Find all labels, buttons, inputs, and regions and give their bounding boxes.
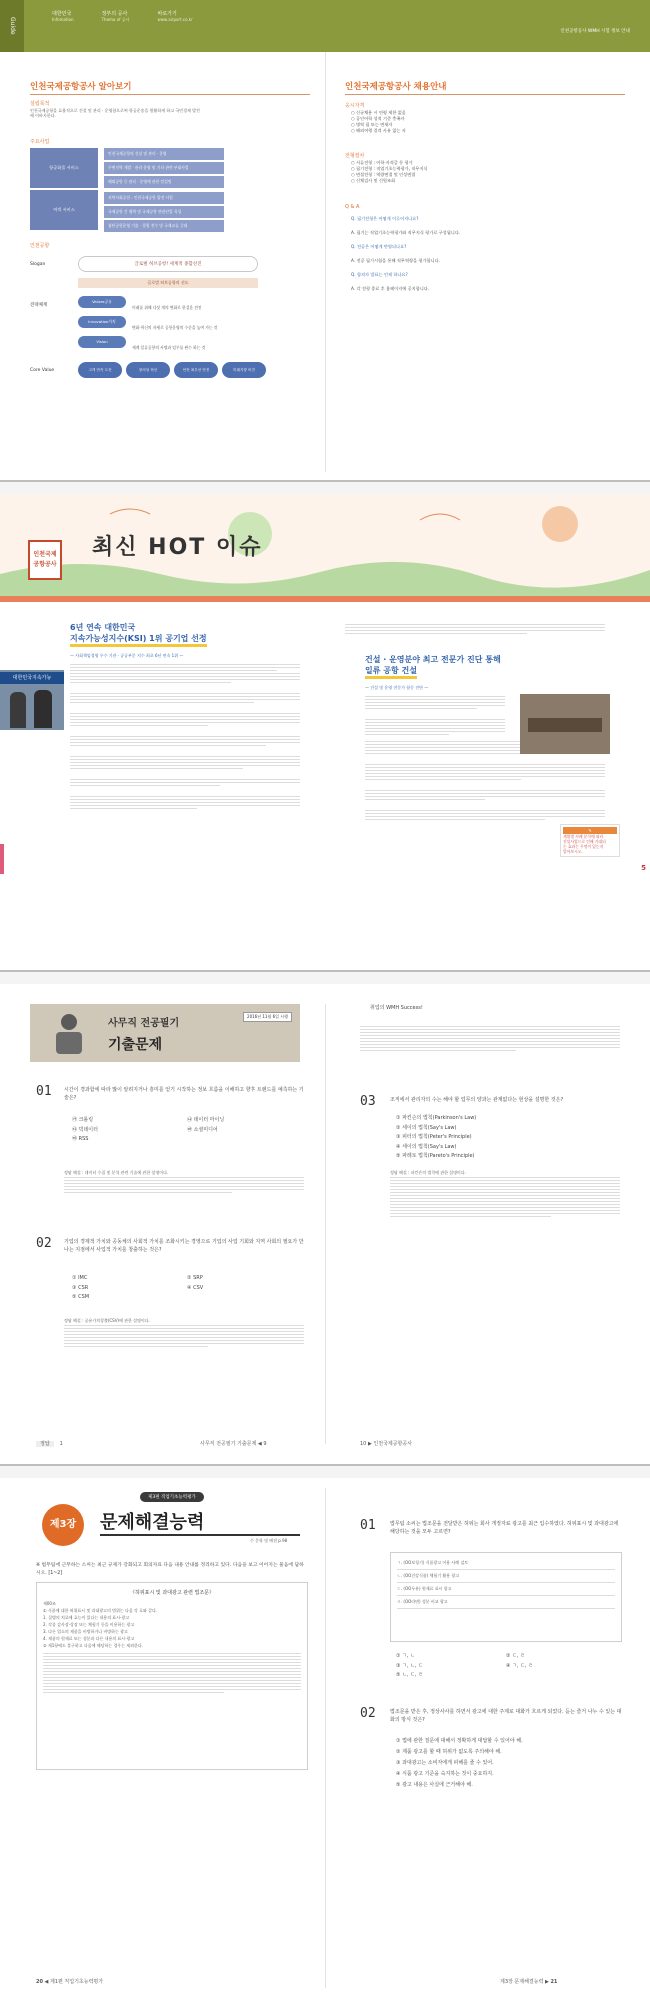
- title-line: 6년 연속 대한민국: [70, 623, 136, 632]
- sec-qa: Q & A: [345, 204, 360, 210]
- header-item-2: 정부의 공사 Thema of 공사: [101, 11, 130, 22]
- option[interactable]: ② 제품 광고를 할 때 허위가 없도록 주의해야 해.: [396, 1749, 502, 1755]
- article1-body: [70, 664, 300, 809]
- qa-answer: A. 각 전형 종료 후 홈페이지에 공지합니다.: [351, 286, 430, 291]
- process-item: ○ 신체검사 및 신원조회: [351, 178, 396, 183]
- exam-date: 2016년 11월 6일 시행: [243, 1012, 292, 1022]
- spread-problem-solving: [0, 1478, 650, 2000]
- qa-question: Q. 필기전형은 어떻게 이루어지나요?: [351, 216, 419, 221]
- badge-line: 공항공사: [33, 561, 57, 568]
- separator: [0, 970, 650, 972]
- option[interactable]: ㉲ RSS: [72, 1136, 89, 1142]
- award-photo: [0, 670, 64, 730]
- strat-item: 미래를 위해 다섯 개의 변화로 한걸음 전진: [132, 305, 202, 310]
- title-line: 건설 · 운영분야 최고 전문가 진단 통해: [365, 655, 501, 664]
- q02-answer: 정답 해설 : 공유가치창출(CSV)에 관한 설명이다.: [64, 1318, 304, 1349]
- footer-right: 10 ▶ 인천국제공항공사: [360, 1441, 413, 1447]
- header-item-3: 바로가기 www.airport.co.kr: [157, 11, 193, 22]
- spread-company-guide: [0, 0, 650, 480]
- right-page-recruit: [345, 80, 625, 480]
- biz-item: 지역사회공헌 : 인천국제공항 발전 사업: [104, 192, 224, 204]
- q03-number: 03: [360, 1094, 376, 1109]
- slogan-text: 글로벌 허브공항! 세계적 종합선진: [78, 256, 258, 272]
- q02-options: [396, 1736, 622, 1791]
- strat-pill: Innovation가치: [78, 316, 126, 328]
- right-explanation: [360, 1024, 620, 1053]
- separator: [0, 480, 650, 482]
- option[interactable]: ㉮ 크롤링: [72, 1117, 94, 1123]
- strat-item: 변화·혁신의 자세로 공항운영의 수준을 높여 가는 것: [132, 325, 218, 330]
- footer-right: 제3장 문제해결능력 ▶ 21: [500, 1979, 558, 1985]
- law-box-title: 《허위표시 및 과대광고 관련 법조문》: [130, 1590, 214, 1596]
- sec-business: 주요사업: [30, 139, 50, 145]
- q02-text: 법조문을 받은 후, 정상사사를 하면서 광고에 대한 주제로 대화가 흐르게 되었다. 듣는 즐거 나누 수 있는 대화의 방식 것은?: [390, 1709, 622, 1723]
- q02-options: [72, 1274, 302, 1303]
- sec-purpose: 설립목적: [30, 101, 50, 107]
- qa-list: [351, 212, 621, 296]
- q01-options: [396, 1652, 616, 1681]
- set-intro: ※ 법무팀에 근무하는 소씨는 최근 규제가 강화되고 회의자료 다음 내용 안내를 정리하고 있다. 다음을 보고 이어지는 물음에 답하시오. [1~2]: [36, 1563, 304, 1576]
- left-page-company: [30, 80, 310, 480]
- option[interactable]: ④ CSV: [187, 1284, 204, 1291]
- q01-box: ㄱ. (OO보청기) 식품광고 이용 사례 검토 ㄴ. (OO건강식품) 체험기 활용 광고 ㄷ. (OO두유) 원재료 표시 광고 ㄹ. (OO라면) 성분 비교 광고: [390, 1552, 622, 1642]
- q01-text: 시간이 경과함에 따라 많이 알려지거나 흥미를 얻기 시작하는 정보 흐름을 이해하고 향후 트렌드를 예측하는 기술은?: [64, 1087, 304, 1101]
- pink-edge: [0, 844, 4, 874]
- issue-badge: [28, 540, 62, 580]
- meeting-photo: [520, 694, 610, 754]
- header-bar: [0, 0, 650, 52]
- option[interactable]: ④ 식품 광고 기준을 숙지하는 것이 중요하지.: [396, 1771, 494, 1777]
- q01-number: 01: [360, 1518, 376, 1533]
- article-left: [70, 622, 300, 811]
- q03-options: [396, 1114, 616, 1162]
- law-box-lines: 제00조 ① 식품에 대한 허위표시 및 과대광고의 범위는 다음 각 호와 같다. 1. 질병의 치료에 효능이 있다는 내용의 표시·광고 2. 각종 감사장·상장 또는 체험기 등을 이용하는 광고 3. 다른 업소의 제품을 비방하거나 비방하는 광고 4. 제품의 원재료 또는 성분과 다른 내용의 표시·광고 ② 제1항에도 불구하고 다음에 해당하는 경우는 제외한다.: [43, 1601, 158, 1648]
- chapter-subtitle: 수 문항 및 배점 p.98: [250, 1538, 288, 1543]
- qa-answer: A. 필기는 직업기초능력평가와 직무지식 평가로 구성됩니다.: [351, 230, 461, 235]
- biz-item: 주변지역 개발 · 관리·운영 및 기타 관련 부대사업: [104, 162, 224, 174]
- strat-pill: Vision: [78, 336, 126, 348]
- option[interactable]: ③ CSR: [72, 1284, 89, 1291]
- q02-text: 기업의 경제적 가치와 공동체의 사회적 가치를 조화시키는 경영으로 기업의 사업 기회와 지역 사회의 필요가 만나는 지점에서 사업적 가치를 창출하는 것은?: [64, 1239, 304, 1253]
- chapter-title: 문제해결능력: [100, 1512, 205, 1533]
- q02-number: 02: [360, 1706, 376, 1721]
- left-title: 인천국제공항공사 알아보기: [30, 82, 132, 92]
- biz-label-1: 항공화물 서비스: [30, 148, 98, 188]
- article1-sub: — 사회책임경영 우수 기관 · 공공부문 지수 최초 6년 연속 1위 —: [70, 653, 184, 658]
- title-rule: [100, 1534, 300, 1536]
- slogan-sub: 글로벌 허브공항의 선도: [78, 278, 258, 288]
- sec-process: 전형절차: [345, 153, 365, 159]
- badge-line: 인천국제: [33, 551, 57, 558]
- qualify-item: ○ 신규채용 시 연령 제한 없음: [351, 110, 406, 115]
- process-item: ○ 서류전형 : 어학·자격증 등 평가: [351, 160, 413, 165]
- exam-banner: [30, 1004, 300, 1062]
- option[interactable]: ⑤ CSM: [72, 1294, 90, 1300]
- process-item: ○ 필기전형 : 직업기초능력평가, 직무지식: [351, 166, 428, 171]
- note-pin: ✎: [563, 827, 617, 834]
- separator: [0, 1464, 650, 1466]
- qualify-item: ○ 공인어학 성적 기준 충족자: [351, 116, 405, 121]
- qa-question: Q. 합격자 발표는 언제 하나요?: [351, 272, 408, 277]
- core-pill: 미래지향 비전: [222, 362, 266, 378]
- article2-title: [365, 654, 605, 679]
- q01-options: [72, 1116, 302, 1145]
- option[interactable]: ① 법에 관한 질문에 대해서 정확하게 대답할 수 있어야 해.: [396, 1738, 523, 1744]
- option[interactable]: ㉱ 소셜미디어: [187, 1126, 218, 1133]
- biz-list: [104, 148, 224, 232]
- core-pill: 고객 만족 도전: [78, 362, 122, 378]
- article1-title: [70, 622, 300, 647]
- sec-qualify: 응시자격: [345, 103, 365, 109]
- spine: [325, 52, 326, 472]
- q01-text: 법무팀 소씨는 법조문을 전달받은 허위는 회사 개정자료 광고를 최근 입수하였다. 허위표시 및 과대광고에 해당하는 것을 모두 고르면?: [390, 1521, 619, 1535]
- strat-item: 세계 일류공항의 사명과 임무를 완수 하는 것: [132, 345, 206, 350]
- biz-item: 인천국제공항의 건설 및 관리 · 운영: [104, 148, 224, 160]
- qualify-item: ○ 해외여행 결격 사유 없는 자: [351, 128, 406, 133]
- article-right-top: [345, 622, 605, 636]
- header-right: 인천공항공사 WMH 시험 정보 안내: [560, 29, 630, 34]
- option[interactable]: ③ 피터의 법칙(Peter's Principle): [396, 1134, 472, 1140]
- footer-mid: 사무직 전공필기 기출문제 ◀ 9: [200, 1441, 267, 1447]
- sec-airport: 인천공항: [30, 243, 50, 249]
- footer-left: 20 ◀ 제1편 직업기초능력평가: [36, 1979, 104, 1985]
- title-line: 지속가능성지수(KSI) 1위 공기업 선정: [70, 633, 207, 647]
- strategy-diagram: [30, 256, 310, 456]
- option[interactable]: ① ㄱ, ㄴ: [396, 1653, 415, 1659]
- qa-question: Q. 전공은 어떻게 반영되나요?: [351, 244, 407, 249]
- student-icon: [44, 1008, 94, 1058]
- note-text: 계열별 사례 분석에 따라 건설사업으로 인해 기대되 는 효과는 무엇이 있는지 알아보시오.: [563, 834, 606, 854]
- strategy-label: 전략체계: [30, 303, 48, 308]
- qa-answer: A. 전공 필기시험을 통해 직무역량을 평가합니다.: [351, 258, 440, 263]
- process-item: ○ 면접전형 : 역량면접 및 인성면접: [351, 172, 416, 177]
- article2-body: [365, 696, 505, 735]
- right-title: 인천국제공항공사 채용안내: [345, 82, 447, 92]
- qualify-item: ○ 병역 필 또는 면제자: [351, 122, 393, 127]
- option[interactable]: ① IMC: [72, 1275, 88, 1281]
- biz-item: 국제공항 간 협력 및 국제공항 연관산업 육성: [104, 206, 224, 218]
- footer-left: 정답 1: [36, 1440, 63, 1447]
- slogan-label: Slogan: [30, 262, 46, 267]
- option[interactable]: ③ 과대광고는 소비자에게 피해를 줄 수 있어.: [396, 1760, 494, 1766]
- q02-number: 02: [36, 1236, 52, 1251]
- header-right: 취업의 WMH Success!: [370, 1005, 423, 1011]
- note-box: [560, 824, 620, 857]
- option[interactable]: ㉯ 데이터 마이닝: [187, 1117, 225, 1123]
- option[interactable]: ② 세이의 법칙(Say's Law): [396, 1124, 457, 1131]
- strat-items: [132, 298, 292, 358]
- option[interactable]: ㉰ 빅데이터: [72, 1126, 98, 1133]
- process-list: [351, 160, 621, 184]
- banner-title-2: 기출문제: [108, 1037, 163, 1053]
- core-pill: 창의성 혁신: [126, 362, 170, 378]
- option[interactable]: ④ 세이의 법칙(Say's Law): [396, 1143, 457, 1150]
- biz-item: 첨단공항운영 기술 · 경험 전수 및 국제교류 증대: [104, 220, 224, 232]
- option[interactable]: ③ ㄱ, ㄴ, ㄷ: [396, 1662, 423, 1669]
- article2-sub: — 건설 및 운영 전문가 합동 진단 —: [365, 685, 429, 690]
- q01-answer: 정답 해설 : 데이터 수집 및 분석 관련 기술에 관한 설명이다.: [64, 1170, 304, 1195]
- core-value-label: Core Value: [30, 368, 55, 373]
- title-line: 일류 공항 건설: [365, 665, 417, 679]
- biz-label-2: 여객 서비스: [30, 190, 98, 230]
- option[interactable]: ① 파킨슨의 법칙(Parkinson's Law): [396, 1115, 477, 1121]
- photo-caption: 대한민국지속가능: [0, 672, 64, 684]
- q03-answer: 정답 해설 : 파킨슨의 법칙에 관한 설명이다.: [390, 1170, 620, 1219]
- q03-text: 조직에서 관리자의 수는 해야 할 업무의 양과는 관계없다는 현상을 설명한 것은?: [390, 1097, 564, 1103]
- law-box: [36, 1582, 308, 1770]
- banner-stripe: [0, 596, 650, 602]
- qualify-list: [351, 110, 621, 134]
- option[interactable]: ④ ㄱ, ㄷ, ㄹ: [506, 1662, 533, 1669]
- hot-banner: [0, 494, 650, 602]
- spread-exam: [0, 984, 650, 1464]
- side-tab: Guide: [0, 0, 24, 52]
- option[interactable]: ② ㄷ, ㄹ: [506, 1653, 525, 1659]
- header-item-1: 대한민국 Infomation: [52, 11, 74, 22]
- q01-number: 01: [36, 1084, 52, 1099]
- option[interactable]: ⑤ 파레토 법칙(Pareto's Principle): [396, 1153, 475, 1159]
- spine: [325, 1488, 326, 1988]
- core-pill: 안전 최우선 안전: [174, 362, 218, 378]
- chapter-tag: 제3편 직업기초능력평가: [140, 1492, 204, 1502]
- option[interactable]: ② SRP: [187, 1275, 203, 1281]
- option[interactable]: ⑤ 광고 내용은 사실에 근거해야 해.: [396, 1782, 473, 1788]
- biz-item: 해외공항 등 관리 · 운영에 관한 컨설팅: [104, 176, 224, 188]
- option[interactable]: ⑤ ㄴ, ㄷ, ㄹ: [396, 1672, 423, 1678]
- issue-title: 최신 HOT 이슈: [92, 535, 263, 560]
- purpose-text: 인천국제공항을 효율적으로 건설 및 관리 · 운영함으로써 항공운송을 원활하게 하고 국민경제 발전에 이바지한다.: [30, 108, 200, 119]
- strat-pill: Values공유: [78, 296, 126, 308]
- banner-title: 사무직 전공필기: [108, 1018, 180, 1029]
- page-number: 5: [641, 864, 646, 872]
- spine: [325, 1004, 326, 1444]
- spread-hot-issue: [0, 494, 650, 970]
- chapter-badge: 제3장: [42, 1504, 84, 1546]
